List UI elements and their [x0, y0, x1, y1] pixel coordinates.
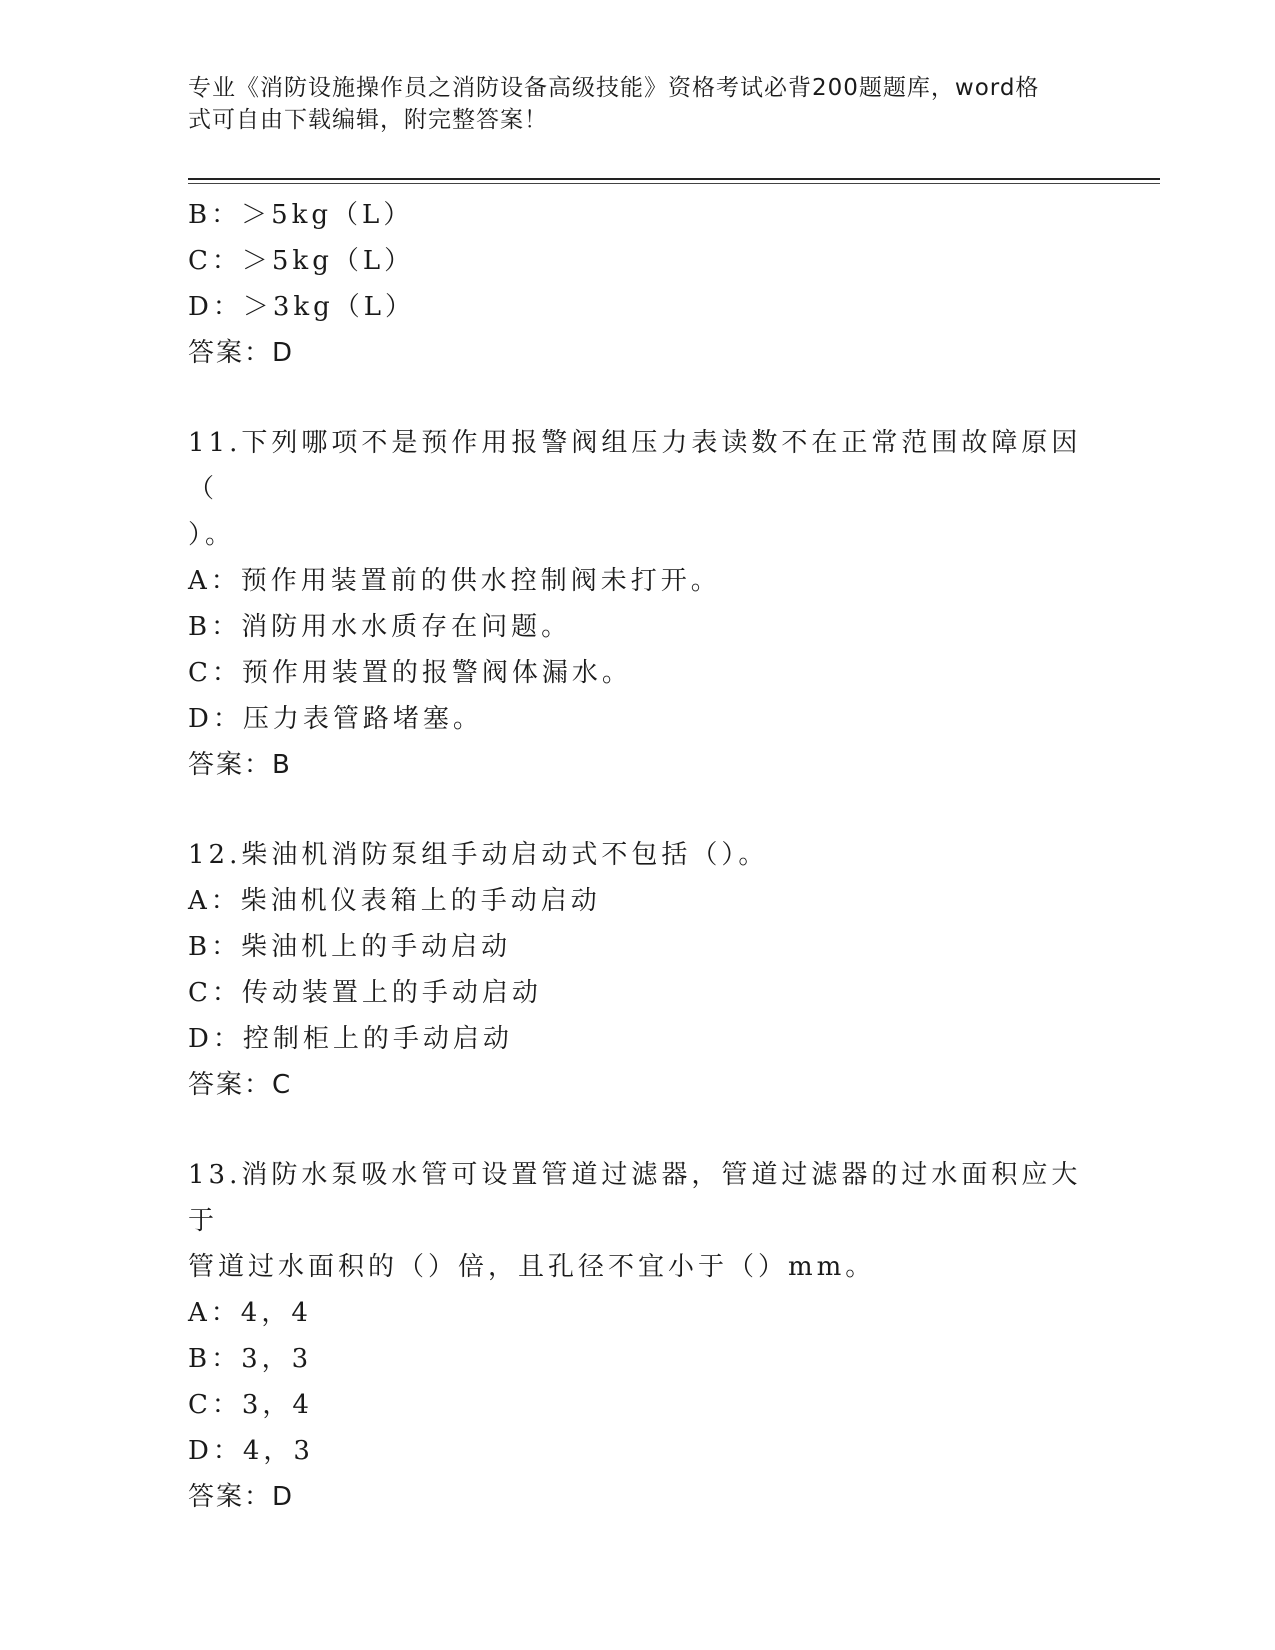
answer-line: 答案：D [188, 338, 295, 368]
question-stem-line-1: 13.消防水泵吸水管可设置管道过滤器，管道过滤器的过水面积应大于 [188, 1160, 1082, 1236]
option-c: C：预作用装置的报警阀体漏水。 [188, 658, 632, 688]
question-list [188, 192, 1088, 1520]
option-c: C：传动装置上的手动启动 [188, 978, 542, 1008]
option-d: D：压力表管路堵塞。 [188, 704, 483, 734]
question-spacer [188, 788, 1088, 832]
answer-line: 答案：D [188, 1482, 295, 1512]
question-10-tail [188, 192, 1088, 376]
option-c: C：＞5kg（L） [188, 246, 415, 276]
question-stem-line-2: 管道过水面积的（）倍，且孔径不宜小于（）mm。 [188, 1252, 876, 1282]
option-d: D：＞3kg（L） [188, 292, 416, 322]
question-stem-line-2: ）。 [188, 520, 236, 550]
question-stem-line-1: 12.柴油机消防泵组手动启动式不包括（）。 [188, 840, 769, 870]
option-d: D：4，3 [188, 1436, 314, 1466]
header-title-line-2: 式可自由下载编辑，附完整答案！ [188, 107, 548, 133]
question-12 [188, 832, 1088, 1108]
answer-line: 答案：B [188, 750, 292, 780]
option-b: B：＞5kg（L） [188, 200, 414, 230]
option-a: A：柴油机仪表箱上的手动启动 [188, 886, 601, 916]
document-header [188, 72, 1068, 136]
answer-line: 答案：C [188, 1070, 293, 1100]
question-spacer [188, 376, 1088, 420]
header-divider-thick [188, 178, 1160, 180]
option-d: D：控制柜上的手动启动 [188, 1024, 513, 1054]
option-a: A：4，4 [188, 1298, 312, 1328]
header-divider-thin [188, 183, 1160, 184]
option-c: C：3，4 [188, 1390, 313, 1420]
question-spacer [188, 1108, 1088, 1152]
option-b: B：柴油机上的手动启动 [188, 932, 512, 962]
question-13 [188, 1152, 1088, 1520]
question-11 [188, 420, 1088, 788]
question-stem-line-1: 11.下列哪项不是预作用报警阀组压力表读数不在正常范围故障原因（ [188, 428, 1082, 504]
option-a: A：预作用装置前的供水控制阀未打开。 [188, 566, 721, 596]
option-b: B：3，3 [188, 1344, 313, 1374]
option-b: B：消防用水水质存在问题。 [188, 612, 572, 642]
header-title-line-1: 专业《消防设施操作员之消防设备高级技能》资格考试必背200题题库，word格 [188, 75, 1040, 101]
